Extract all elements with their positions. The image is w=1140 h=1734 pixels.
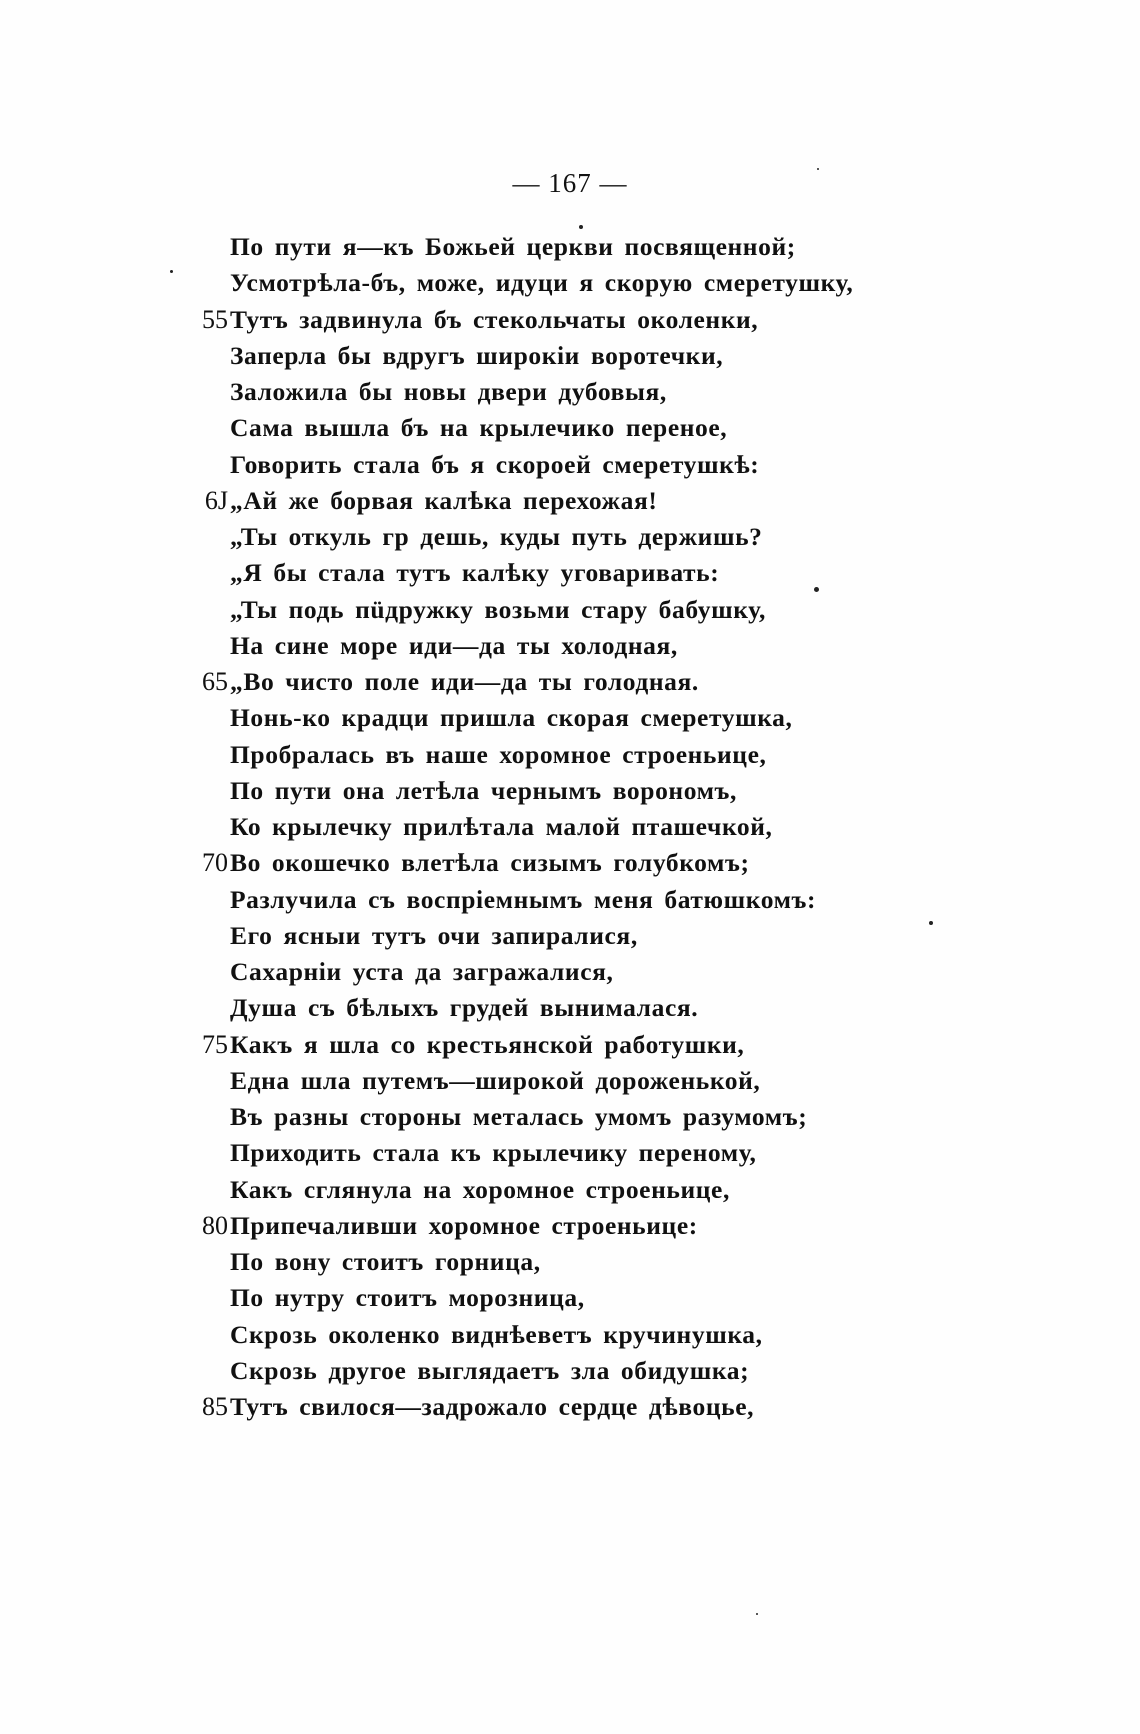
poem-line	[0, 1317, 1140, 1353]
poem-line	[0, 773, 1140, 809]
poem-line	[0, 809, 1140, 845]
line-number: 80	[202, 1210, 228, 1240]
line-text: По пути она летѣла чернымъ ворономъ,	[230, 775, 737, 805]
scan-speck	[814, 587, 819, 592]
poem-line	[0, 1027, 1140, 1063]
line-text: Приходить стала къ крылечику переному,	[230, 1138, 757, 1168]
poem-line	[0, 700, 1140, 736]
poem-line	[0, 483, 1140, 519]
page-number: — 167 —	[512, 168, 628, 198]
line-text: Его ясныи тутъ очи запиралися,	[230, 920, 638, 950]
line-text: Въ разны стороны металась умомъ разумомъ;	[230, 1102, 808, 1131]
poem-line	[0, 990, 1140, 1026]
poem-line	[0, 338, 1140, 374]
line-text: Ко крылечку прилѣтала малой пташечкой,	[230, 812, 773, 841]
line-number: 85	[202, 1392, 228, 1421]
line-text: „Ай же борвая калѣка перехожая!	[230, 485, 658, 515]
poem-line	[0, 1244, 1140, 1280]
line-text: Сахарніи уста да загражалися,	[230, 957, 614, 986]
line-text: Заложила бы новы двери дубовыя,	[230, 377, 667, 406]
line-text: Усмотрѣла-бъ, може, идуци я скорую смеретушку,	[230, 268, 854, 298]
poem-line	[0, 918, 1140, 954]
line-number: 70	[202, 848, 228, 878]
line-text: По вону стоитъ горница,	[230, 1247, 541, 1276]
poem-line	[0, 882, 1140, 918]
poem-line	[0, 628, 1140, 664]
line-text: Тутъ свилося—задрожало сердце дѣвоцье,	[230, 1392, 755, 1421]
line-text: Сама вышла бъ на крылечико переное,	[230, 413, 728, 443]
line-text: Скрозь другое выглядаетъ зла обидушка;	[230, 1355, 750, 1385]
poem-line	[0, 447, 1140, 483]
line-text: „Ты откуль гр дешь, куды путь держишь?	[230, 522, 763, 551]
line-text: Една шла путемъ—широкой дороженькой,	[230, 1065, 761, 1095]
line-text: По пути я—къ Божьей церкви посвященной;	[230, 232, 796, 261]
poem-line	[0, 845, 1140, 881]
line-text: „Ты подь пüдружку возьми стару бабушку,	[230, 594, 766, 624]
line-text: Нонь-ко крадци пришла скорая смеретушка,	[230, 703, 793, 733]
line-number: 75	[202, 1029, 228, 1059]
line-number: 6J	[204, 485, 228, 515]
scan-speck	[817, 168, 819, 170]
line-text: Говорить стала бъ я скороей смеретушкѣ:	[230, 449, 760, 479]
line-text: „Во чисто поле иди—да ты голодная.	[230, 667, 699, 696]
poem-line	[0, 1389, 1140, 1425]
poem-line	[0, 302, 1140, 338]
line-text: Какъ я шла со крестьянской работушки,	[230, 1029, 745, 1059]
poem-line	[0, 555, 1140, 591]
poem-line	[0, 1099, 1140, 1135]
poem-line	[0, 1353, 1140, 1389]
poem-line	[0, 592, 1140, 628]
scan-speck	[579, 225, 583, 229]
poem-line	[0, 410, 1140, 446]
line-text: Припечаливши хоромное строеньице:	[230, 1210, 698, 1240]
line-text: Разлучила съ воспріемнымъ меня батюшкомъ:	[230, 884, 817, 914]
line-number: 55	[202, 304, 228, 334]
poem-line	[0, 229, 1140, 265]
poem-line	[0, 1135, 1140, 1171]
poem-line	[0, 664, 1140, 700]
line-text: „Я бы стала тутъ калѣку уговаривать:	[230, 558, 720, 588]
poem-line	[0, 954, 1140, 990]
line-text: Душа съ бѣлыхъ грудей вынималася.	[230, 993, 699, 1023]
line-text: Тутъ задвинула бъ стекольчаты околенки,	[230, 304, 759, 334]
poem-line	[0, 737, 1140, 773]
line-text: Пробралась въ наше хоромное строеньице,	[230, 739, 767, 769]
poem-line	[0, 1280, 1140, 1316]
poem-line	[0, 1172, 1140, 1208]
poem-line	[0, 1063, 1140, 1099]
scan-speck	[929, 921, 933, 925]
poem-line	[0, 374, 1140, 410]
line-text: По нутру стоитъ морозница,	[230, 1283, 585, 1313]
line-text: Какъ сглянула на хоромное строеньице,	[230, 1174, 730, 1204]
line-number: 65	[202, 667, 228, 696]
line-text: Скрозь околенко виднѣеветъ кручинушка,	[230, 1319, 763, 1349]
line-text: Заперла бы вдругъ широкіи воротечки,	[230, 340, 724, 370]
poem-text	[0, 229, 1140, 1425]
poem-line	[0, 1208, 1140, 1244]
line-text: На сине море иди—да ты холодная,	[230, 630, 678, 660]
scan-speck	[756, 1613, 758, 1615]
scan-speck	[170, 270, 173, 273]
line-text: Во окошечко влетѣла сизымъ голубкомъ;	[230, 848, 750, 878]
poem-line	[0, 519, 1140, 555]
